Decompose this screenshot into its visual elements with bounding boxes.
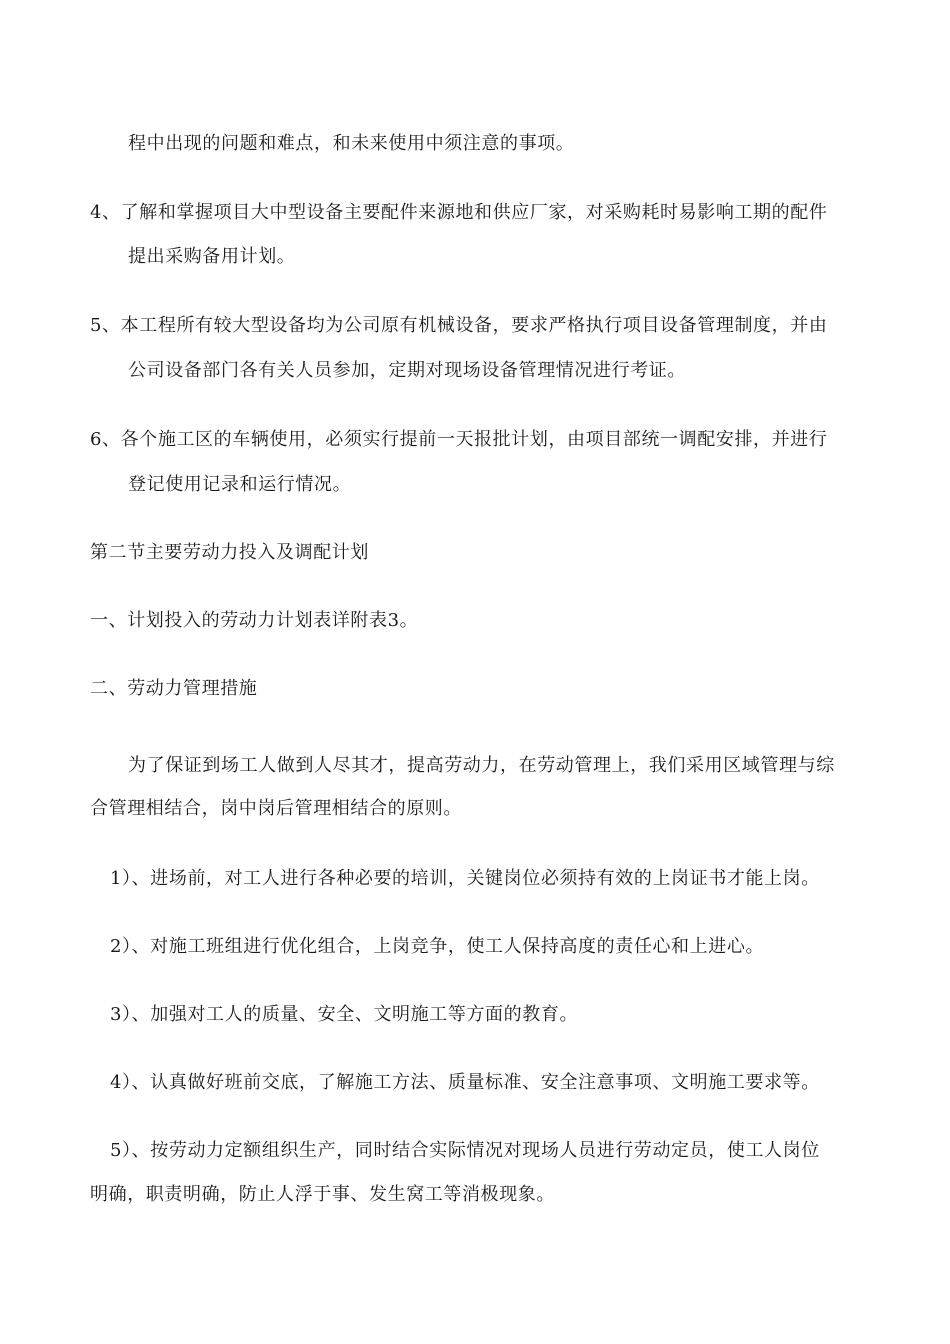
subsection-1: 一、计划投入的劳动力计划表详附表3。 xyxy=(90,610,419,631)
measure-5-line2: 明确，职责明确，防止人浮于事、发生窝工等消极现象。 xyxy=(90,1184,555,1205)
item3-continued-line: 程中出现的问题和难点，和未来使用中须注意的事项。 xyxy=(128,133,575,154)
item4-line2: 提出采购备用计划。 xyxy=(128,246,296,267)
measure-2: 2）、对施工班组进行优化组合，上岗竞争，使工人保持高度的责任心和上进心。 xyxy=(110,936,765,957)
measure-3: 3）、加强对工人的质量、安全、文明施工等方面的教育。 xyxy=(110,1004,579,1025)
intro-line2: 合管理相结合，岗中岗后管理相结合的原则。 xyxy=(90,798,462,819)
item5-line2: 公司设备部门各有关人员参加，定期对现场设备管理情况进行考证。 xyxy=(128,360,686,381)
item5-line1: 5、本工程所有较大型设备均为公司原有机械设备，要求严格执行项目设备管理制度，并由 xyxy=(90,315,828,336)
measure-5-line1: 5）、按劳动力定额组织生产，同时结合实际情况对现场人员进行劳动定员，使工人岗位 xyxy=(110,1140,820,1161)
item6-line1: 6、各个施工区的车辆使用，必须实行提前一天报批计划，由项目部统一调配安排，并进行 xyxy=(90,429,828,450)
subsection-2-heading: 二、劳动力管理措施 xyxy=(90,678,258,699)
section-title: 第二节主要劳动力投入及调配计划 xyxy=(90,542,369,563)
intro-line1: 为了保证到场工人做到人尽其才，提高劳动力，在劳动管理上，我们采用区域管理与综 xyxy=(128,755,835,776)
measure-4: 4）、认真做好班前交底，了解施工方法、质量标准、安全注意事项、文明施工要求等。 xyxy=(110,1072,820,1093)
item6-line2: 登记使用记录和运行情况。 xyxy=(128,474,352,495)
measure-1: 1）、进场前，对工人进行各种必要的培训，关键岗位必须持有效的上岗证书才能上岗。 xyxy=(110,868,820,889)
item4-line1: 4、了解和掌握项目大中型设备主要配件来源地和供应厂家，对采购耗时易影响工期的配件 xyxy=(90,202,828,223)
